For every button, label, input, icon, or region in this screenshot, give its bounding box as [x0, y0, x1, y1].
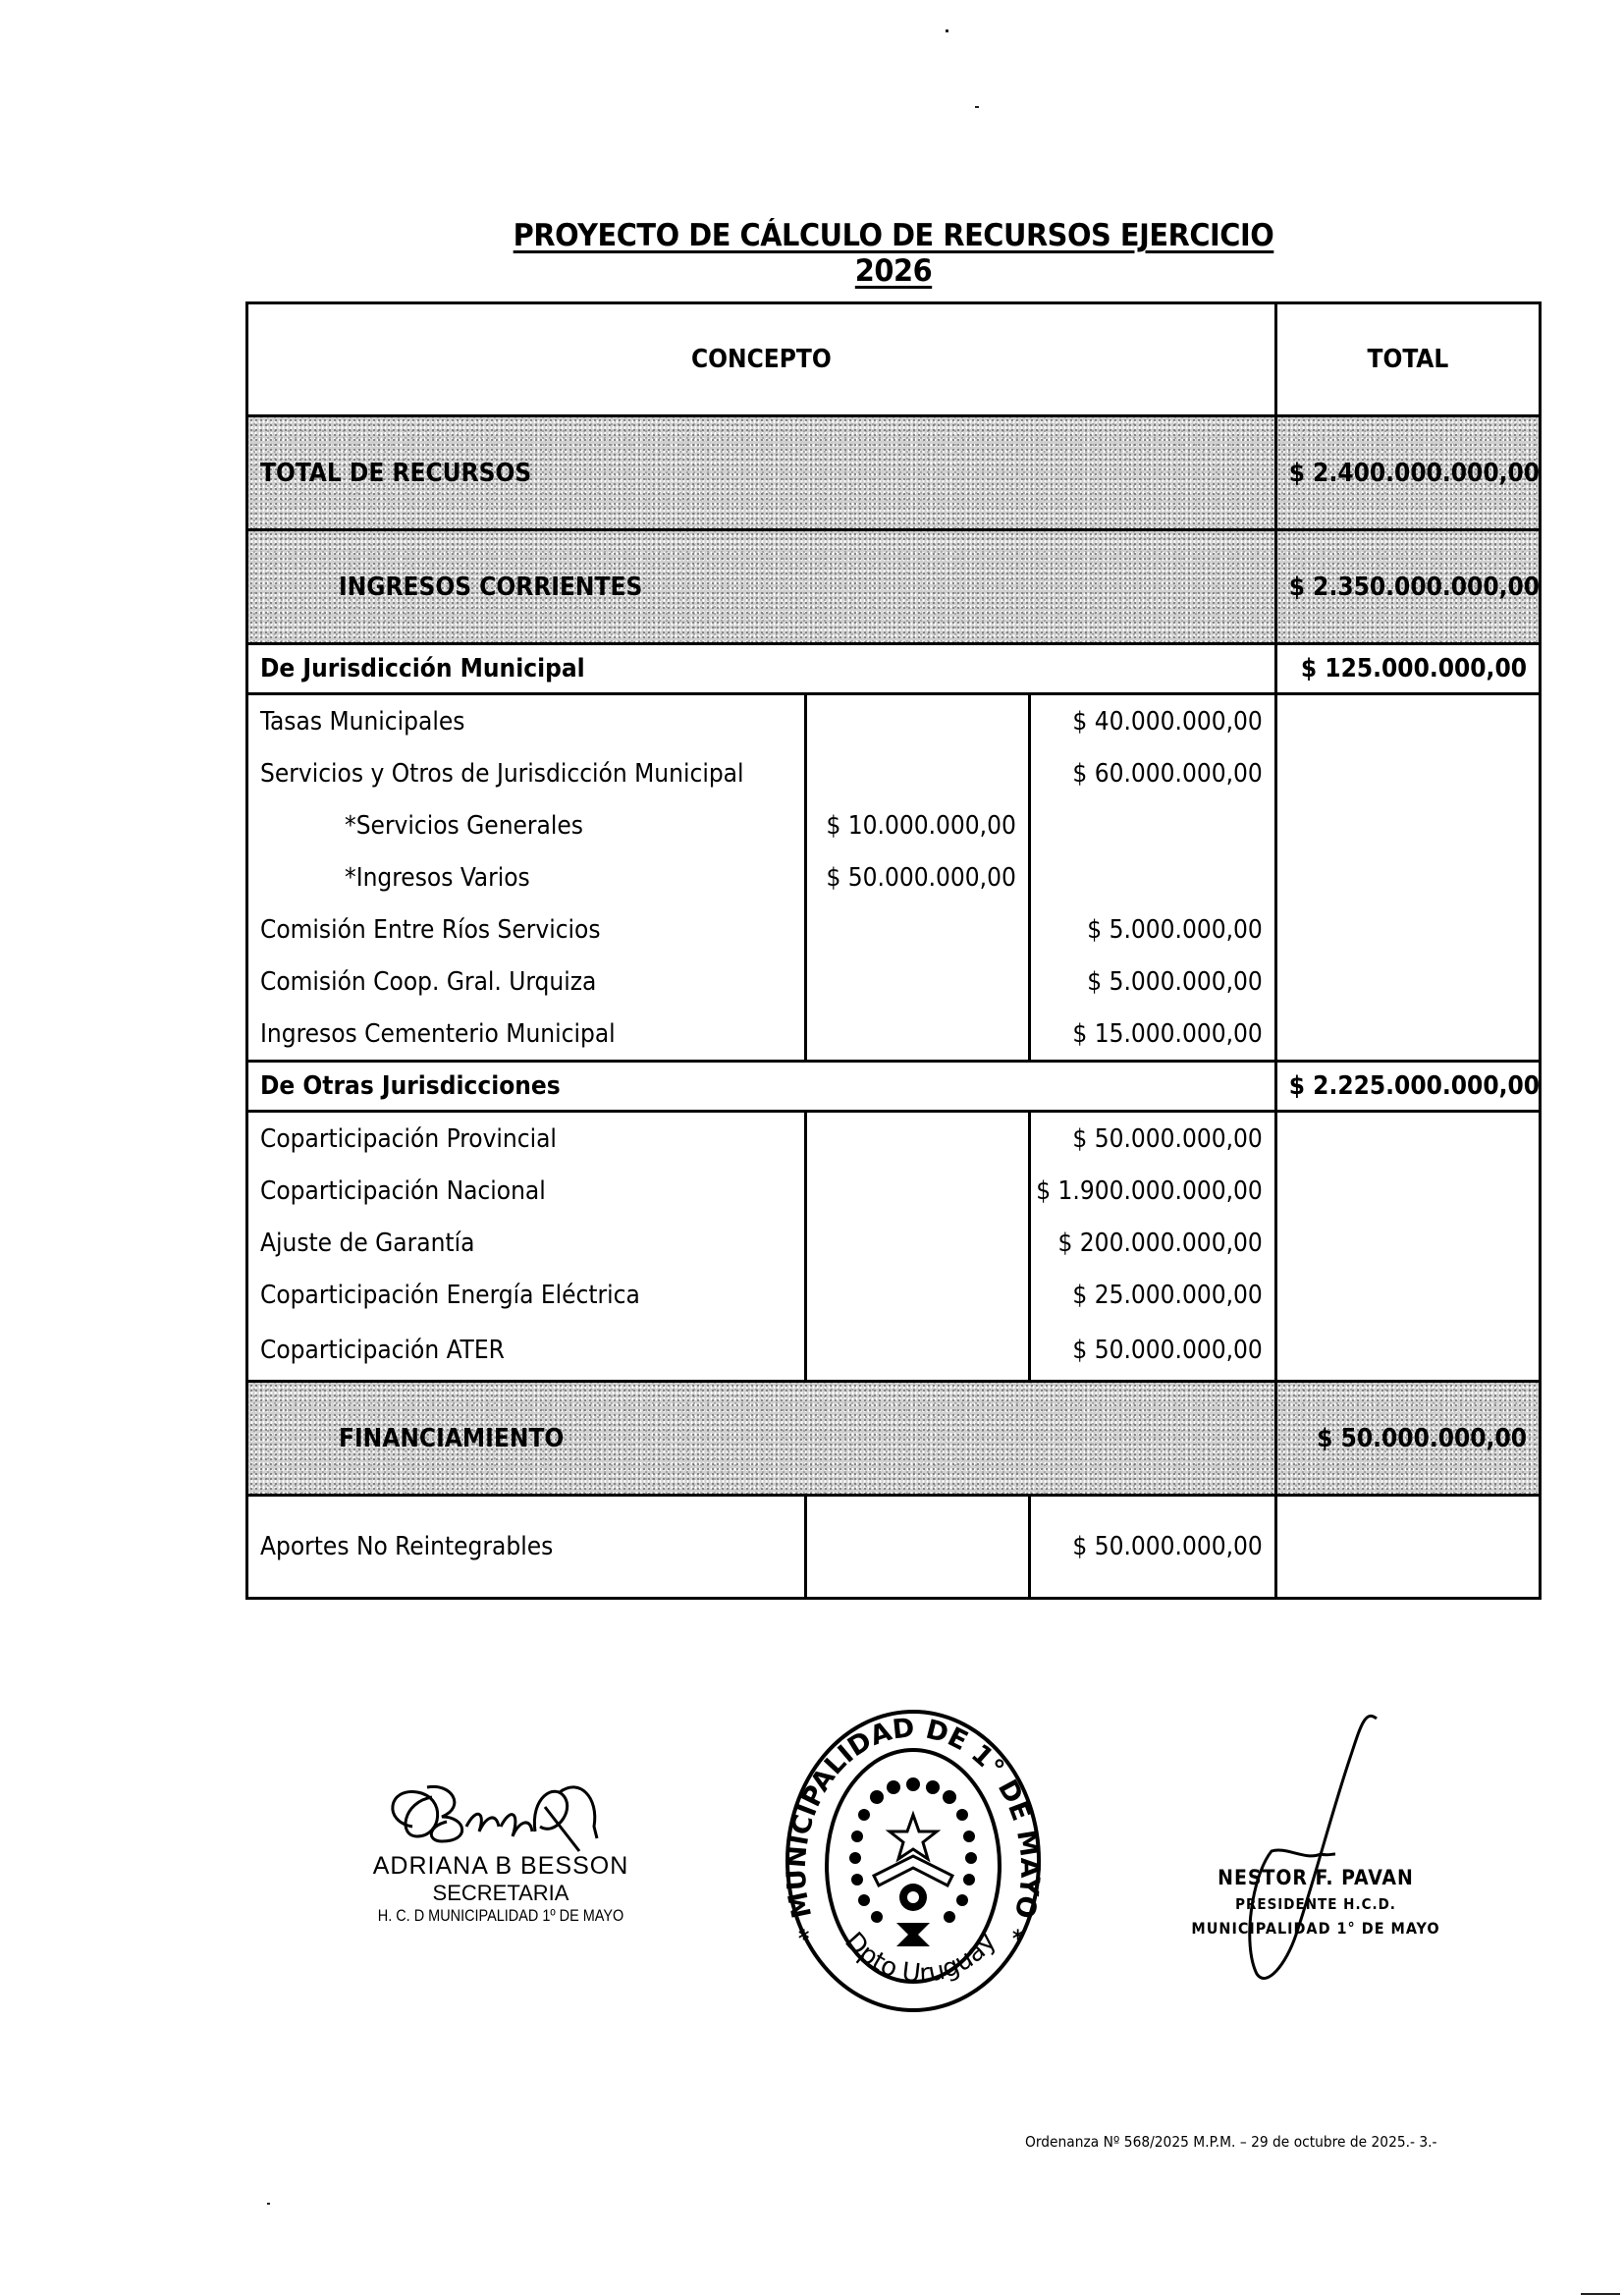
jurisdiccion-municipal-value: $ 125.000.000,00 [1275, 644, 1540, 694]
list-item-subamount [819, 747, 1016, 799]
list-item-label: *Servicios Generales [345, 810, 583, 841]
list-item-amount: $ 200.000.000,00 [1057, 1228, 1263, 1258]
table-header-row [247, 303, 1541, 416]
list-item-subamount [819, 903, 1016, 956]
secretaria-name: ADRIANA B BESSON [372, 1852, 629, 1880]
aportes-total-empty [1275, 1496, 1540, 1599]
list-item-label: Comisión Entre Ríos Servicios [260, 914, 601, 945]
otras-jurisdicciones-value: $ 2.225.000.000,00 [1275, 1062, 1540, 1112]
total-recursos-row [247, 416, 1541, 530]
list-item-subamount: $ 10.000.000,00 [826, 810, 1016, 841]
list-item-subamount [819, 956, 1016, 1008]
aportes-amount: $ 50.000.000,00 [1029, 1496, 1275, 1599]
ingresos-corrientes-row [247, 530, 1541, 644]
list-item-label: Coparticipación Nacional [260, 1175, 546, 1206]
list-item-label: Coparticipación Provincial [260, 1123, 557, 1154]
list-item-amount: $ 40.000.000,00 [1072, 706, 1263, 737]
ingresos-corrientes-label: INGRESOS CORRIENTES [247, 530, 1276, 644]
ingresos-corrientes-value: $ 2.350.000.000,00 [1275, 530, 1540, 644]
list-item-amount: $ 25.000.000,00 [1072, 1280, 1263, 1310]
list-item-subamount: $ 50.000.000,00 [826, 862, 1016, 893]
signature-block-secretaria [353, 1768, 648, 1926]
financiamiento-row [247, 1382, 1541, 1496]
list-item-amount: $ 60.000.000,00 [1072, 758, 1263, 789]
resources-table [245, 301, 1542, 1600]
list-item-amount: $ 1.900.000.000,00 [1036, 1175, 1263, 1206]
secretaria-org: H. C. D MUNICIPALIDAD 1º DE MAYO [377, 1906, 624, 1925]
list-item-amount: $ 5.000.000,00 [1087, 966, 1263, 997]
total-recursos-label: TOTAL DE RECURSOS [247, 416, 1276, 530]
list-item-label: Coparticipación Energía Eléctrica [260, 1280, 640, 1310]
presidente-org: MUNICIPALIDAD 1° DE MAYO [1191, 1919, 1440, 1938]
list-item-label: Coparticipación ATER [260, 1336, 505, 1365]
financiamiento-value: $ 50.000.000,00 [1275, 1382, 1540, 1496]
list-item-label: Tasas Municipales [260, 706, 465, 737]
svg-text:*: * [1012, 1925, 1024, 1952]
svg-text:*: * [798, 1925, 810, 1952]
svg-text:MUNICIPALIDAD DE 1° DE MAYO: MUNICIPALIDAD DE 1° DE MAYO [781, 1713, 1046, 1922]
list-item-label: Ajuste de Garantía [260, 1228, 475, 1258]
scan-artifact [975, 106, 979, 108]
list-item-amount: $ 5.000.000,00 [1087, 914, 1263, 945]
municipal-seal [771, 1689, 1056, 2023]
svg-text:Dpto Uruguay: Dpto Uruguay [839, 1927, 1002, 1990]
list-item-label: Servicios y Otros de Jurisdicción Municipal [260, 758, 744, 789]
presidente-name: NESTOR F. PAVAN [1218, 1866, 1414, 1889]
secretaria-role: SECRETARIA [432, 1881, 569, 1905]
header-concepto: CONCEPTO [247, 303, 1276, 416]
ordinance-footer: Ordenanza Nº 568/2025 M.P.M. – 29 de octubre de 2025.- 3.- [1025, 2133, 1437, 2151]
list-item-subamount [819, 1008, 1016, 1060]
seal-emblem-icon [771, 1689, 1056, 2023]
list-item-amount [1043, 851, 1263, 903]
scan-artifact [267, 2203, 270, 2205]
signature-block-presidente [1149, 1699, 1473, 1994]
list-item-label: Comisión Coop. Gral. Urquiza [260, 966, 597, 997]
handwritten-signature-icon [373, 1768, 628, 1856]
list-item-label: *Ingresos Varios [345, 862, 530, 893]
aportes-subamount-empty [805, 1496, 1029, 1599]
financiamiento-label: FINANCIAMIENTO [247, 1382, 1276, 1496]
otras-jurisdicciones-row [247, 1062, 1541, 1112]
header-total: TOTAL [1275, 303, 1540, 416]
list-item-amount: $ 50.000.000,00 [1072, 1336, 1263, 1365]
otras-jurisdicciones-items [247, 1112, 1541, 1382]
jurisdiccion-municipal-row [247, 644, 1541, 694]
list-item-amount [1043, 799, 1263, 851]
handwritten-signature-icon [1149, 1699, 1473, 1994]
aportes-row [247, 1496, 1541, 1599]
jurisdiccion-municipal-items [247, 694, 1541, 1062]
list-item-amount: $ 50.000.000,00 [1072, 1123, 1263, 1154]
aportes-label: Aportes No Reintegrables [247, 1496, 806, 1599]
scan-artifact [946, 29, 948, 32]
list-item-label: Ingresos Cementerio Municipal [260, 1018, 616, 1049]
list-item-amount: $ 15.000.000,00 [1072, 1018, 1263, 1049]
total-recursos-value: $ 2.400.000.000,00 [1275, 416, 1540, 530]
jurisdiccion-municipal-label: De Jurisdicción Municipal [247, 644, 1276, 694]
presidente-role: PRESIDENTE H.C.D. [1235, 1895, 1396, 1913]
list-item-subamount [819, 695, 1016, 747]
otras-jurisdicciones-label: De Otras Jurisdicciones [247, 1062, 1276, 1112]
document-title: PROYECTO DE CÁLCULO DE RECURSOS EJERCICIO 2026 [513, 218, 1274, 289]
